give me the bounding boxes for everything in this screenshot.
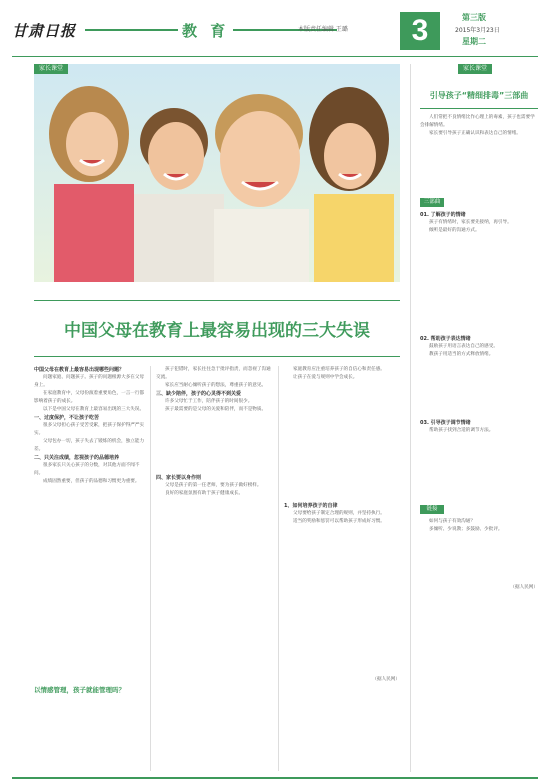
left-para: 很多父母担心孩子受苦受累，把孩子保护得严严实实。 [34, 423, 145, 436]
left-para: 问题家庭、问题孩子。孩子的问题根源大多在父母身上。 [34, 375, 145, 388]
third-subhead-1: 1、如何培养孩子的自律 [284, 503, 338, 509]
right-article-title: 引导孩子“精细排毒”三部曲 [429, 91, 529, 100]
middle-para: 良好的家庭氛围有助于孩子健康成长。 [165, 491, 244, 496]
right-subhead-1: 01. 了解孩子的情绪 [420, 212, 466, 218]
right-para: 鼓励孩子用语言表达自己的感受。 [429, 344, 498, 349]
right-author: （据人民网） [510, 585, 538, 590]
children-photo [34, 64, 400, 282]
middle-para: 孩子最需要的是父母的关爱和陪伴，而不是物质。 [165, 407, 267, 412]
right-para: 多倾听、少说教；多鼓励、少批评。 [429, 527, 503, 532]
right-column-divider [410, 64, 411, 772]
right-column [420, 114, 538, 769]
left-para: 父母包办一切，孩子失去了锻炼的机会，独立能力差。 [34, 439, 145, 452]
third-para: 让孩子在爱与规则中学会成长。 [293, 375, 358, 380]
column-divider [278, 366, 279, 771]
left-subhead-2: 二、只关注成绩，忽视孩子的品德培养 [34, 455, 120, 461]
masthead [0, 0, 550, 60]
tag-right: 家长课堂 [458, 64, 492, 74]
left-column [34, 366, 146, 771]
issue-date: 2015年3月23日 [455, 27, 500, 34]
right-para: 如何与孩子有效沟通？ [429, 519, 475, 524]
edition-label: 第三版 [462, 13, 486, 22]
right-box-heading-2: 链接 [420, 505, 444, 514]
middle-para: 父母是孩子的第一任老师，要为孩子做好榜样。 [165, 483, 262, 488]
right-para: 教孩子用适当的方式释放情绪。 [429, 352, 494, 357]
children-photo-illustration [34, 64, 400, 282]
page-number-badge: 3 [400, 12, 440, 50]
right-para: 孩子有情绪时，家长要先接纳，再引导。 [429, 220, 512, 225]
third-column [284, 366, 400, 771]
third-para: 适当的奖励和惩罚可以帮助孩子形成好习惯。 [293, 519, 385, 524]
left-para: 很多家长只关心孩子的分数，对其他方面不闻不问。 [34, 463, 140, 476]
footer-rule [12, 777, 538, 779]
headline-rule-top [34, 300, 400, 301]
left-para: 在家庭教育中，父母扮演着重要角色，一言一行都影响着孩子的成长。 [34, 391, 145, 404]
headline-rule-bottom [34, 356, 400, 357]
third-para: 家庭教育应注重培养孩子的自信心和责任感。 [293, 367, 385, 372]
editor-line: 本版责任编辑 王璐 [298, 26, 348, 33]
middle-para: 许多父母忙于工作，陪伴孩子的时间很少。 [165, 399, 253, 404]
middle-para: 家长应当耐心倾听孩子的想法，尊重孩子的意见。 [165, 383, 267, 388]
middle-column [156, 366, 274, 771]
middle-para: 孩子犯错时，家长往往急于批评指责，而忽视了沟通交流。 [156, 367, 271, 380]
left-para: 成绩固然重要，但孩子的品德和习惯更为重要。 [43, 479, 140, 484]
tag-left: 家长课堂 [34, 64, 68, 74]
weekday-label: 星期二 [462, 37, 486, 46]
right-para: 人们常把不良情绪比作心理上的毒素，孩子也需要学会排解情绪。 [420, 115, 535, 128]
right-para: 倾听是最好的沟通方式。 [429, 228, 480, 233]
middle-subhead-2: 四、家长要以身作则 [156, 475, 202, 481]
left-boxed-heading: 以情感管理，孩子就能管理吗？ [34, 686, 125, 694]
right-title-rule [420, 108, 538, 109]
left-column-title: 中国父母在教育上最容易出现哪些问题？ [34, 367, 125, 373]
left-subhead-1: 一、过度保护，不让孩子吃苦 [34, 415, 100, 421]
newspaper-logo: 甘肃日报 [12, 22, 77, 40]
main-headline: 中国父母在教育上最容易出现的三大失误 [64, 321, 370, 341]
right-subhead-3: 03. 引导孩子调节情绪 [420, 420, 471, 426]
right-box-heading-1: 三部曲 [420, 198, 444, 207]
right-subhead-2: 02. 帮助孩子表达情绪 [420, 336, 471, 342]
third-para: 父母要给孩子制定合理的规则，并坚持执行。 [293, 511, 385, 516]
right-para: 帮助孩子找到合适的调节方法。 [429, 428, 494, 433]
column-divider [150, 366, 151, 771]
third-author: （据人民网） [372, 677, 400, 682]
left-para: 以下是中国父母在教育上最容易出现的三大失误。 [43, 407, 145, 412]
section-title: 教 育 [178, 20, 233, 41]
header-divider [12, 56, 538, 57]
middle-subhead-1: 三、缺少陪伴，孩子的心灵得不到关爱 [156, 391, 242, 397]
right-para: 家长要引导孩子正确认识和表达自己的情绪。 [429, 131, 521, 136]
